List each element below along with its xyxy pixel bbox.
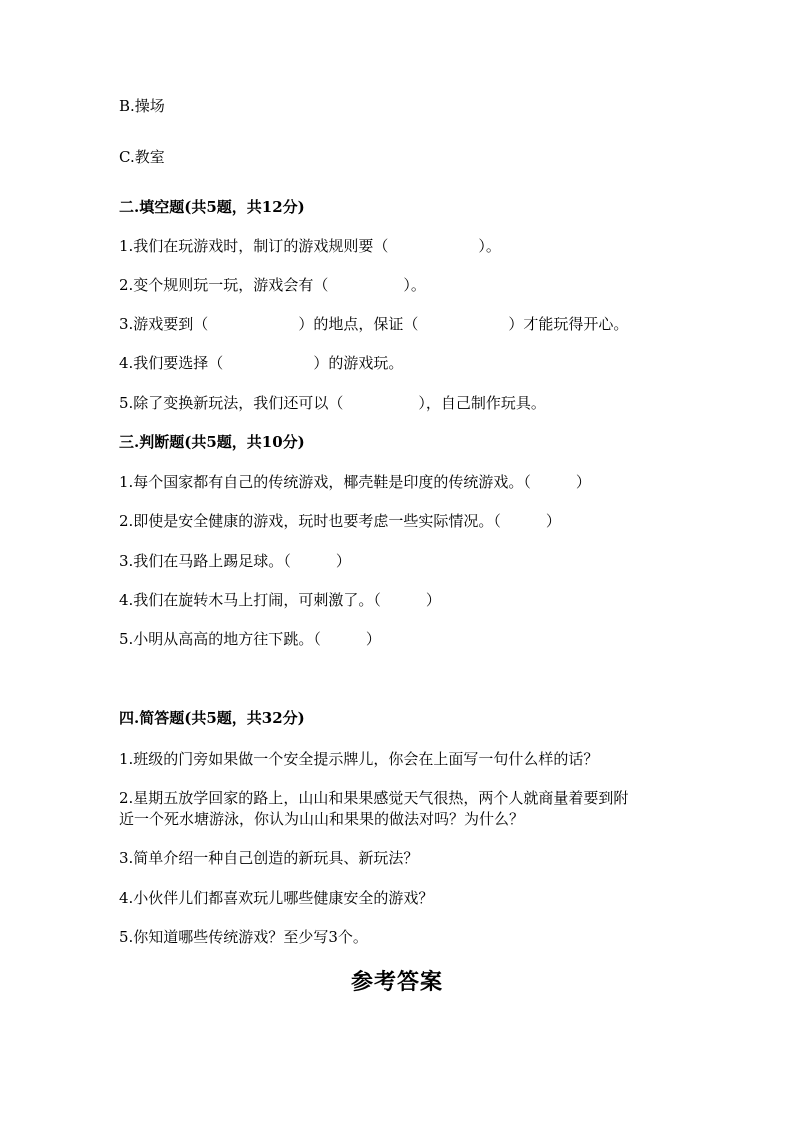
- option-c: C.教室: [119, 148, 165, 166]
- true-false-question-3: 3.我们在马路上踢足球。（ ）: [119, 552, 351, 570]
- fill-blank-question-3: 3.游戏要到（ ）的地点，保证（ ）才能玩得开心。: [119, 315, 629, 333]
- true-false-question-2: 2.即使是安全健康的游戏，玩时也要考虑一些实际情况。（ ）: [119, 512, 561, 530]
- short-answer-question-3: 3.简单介绍一种自己创造的新玩具、新玩法？: [119, 849, 419, 867]
- fill-blank-question-1: 1.我们在玩游戏时，制订的游戏规则要（ ）。: [119, 237, 501, 255]
- true-false-question-5: 5.小明从高高的地方往下跳。（ ）: [119, 630, 381, 648]
- fill-blank-question-5: 5.除了变换新玩法，我们还可以（ ），自己制作玩具。: [119, 394, 546, 412]
- true-false-question-1: 1.每个国家都有自己的传统游戏，椰壳鞋是印度的传统游戏。（ ）: [119, 473, 591, 491]
- true-false-question-4: 4.我们在旋转木马上打闹，可刺激了。（ ）: [119, 591, 441, 609]
- fill-blank-question-2: 2.变个规则玩一玩，游戏会有（ ）。: [119, 276, 426, 294]
- fill-blank-question-4: 4.我们要选择（ ）的游戏玩。: [119, 354, 404, 372]
- section-2-heading: 二.填空题(共5题，共12分): [119, 198, 305, 216]
- short-answer-question-1: 1.班级的门旁如果做一个安全提示牌儿，你会在上面写一句什么样的话？: [119, 750, 599, 768]
- option-b: B.操场: [119, 97, 165, 115]
- answer-key-title: 参考答案: [350, 969, 443, 995]
- short-answer-question-2-cont: 近一个死水塘游泳，你认为山山和果果的做法对吗？为什么？: [119, 810, 525, 828]
- short-answer-question-4: 4.小伙伴儿们都喜欢玩儿哪些健康安全的游戏？: [119, 889, 434, 907]
- short-answer-question-2: 2.星期五放学回家的路上，山山和果果感觉天气很热，两个人就商量着要到附: [119, 789, 629, 807]
- short-answer-question-5: 5.你知道哪些传统游戏？至少写3个。: [119, 928, 368, 946]
- section-3-heading: 三.判断题(共5题，共10分): [119, 433, 305, 451]
- section-4-heading: 四.简答题(共5题，共32分): [119, 709, 305, 727]
